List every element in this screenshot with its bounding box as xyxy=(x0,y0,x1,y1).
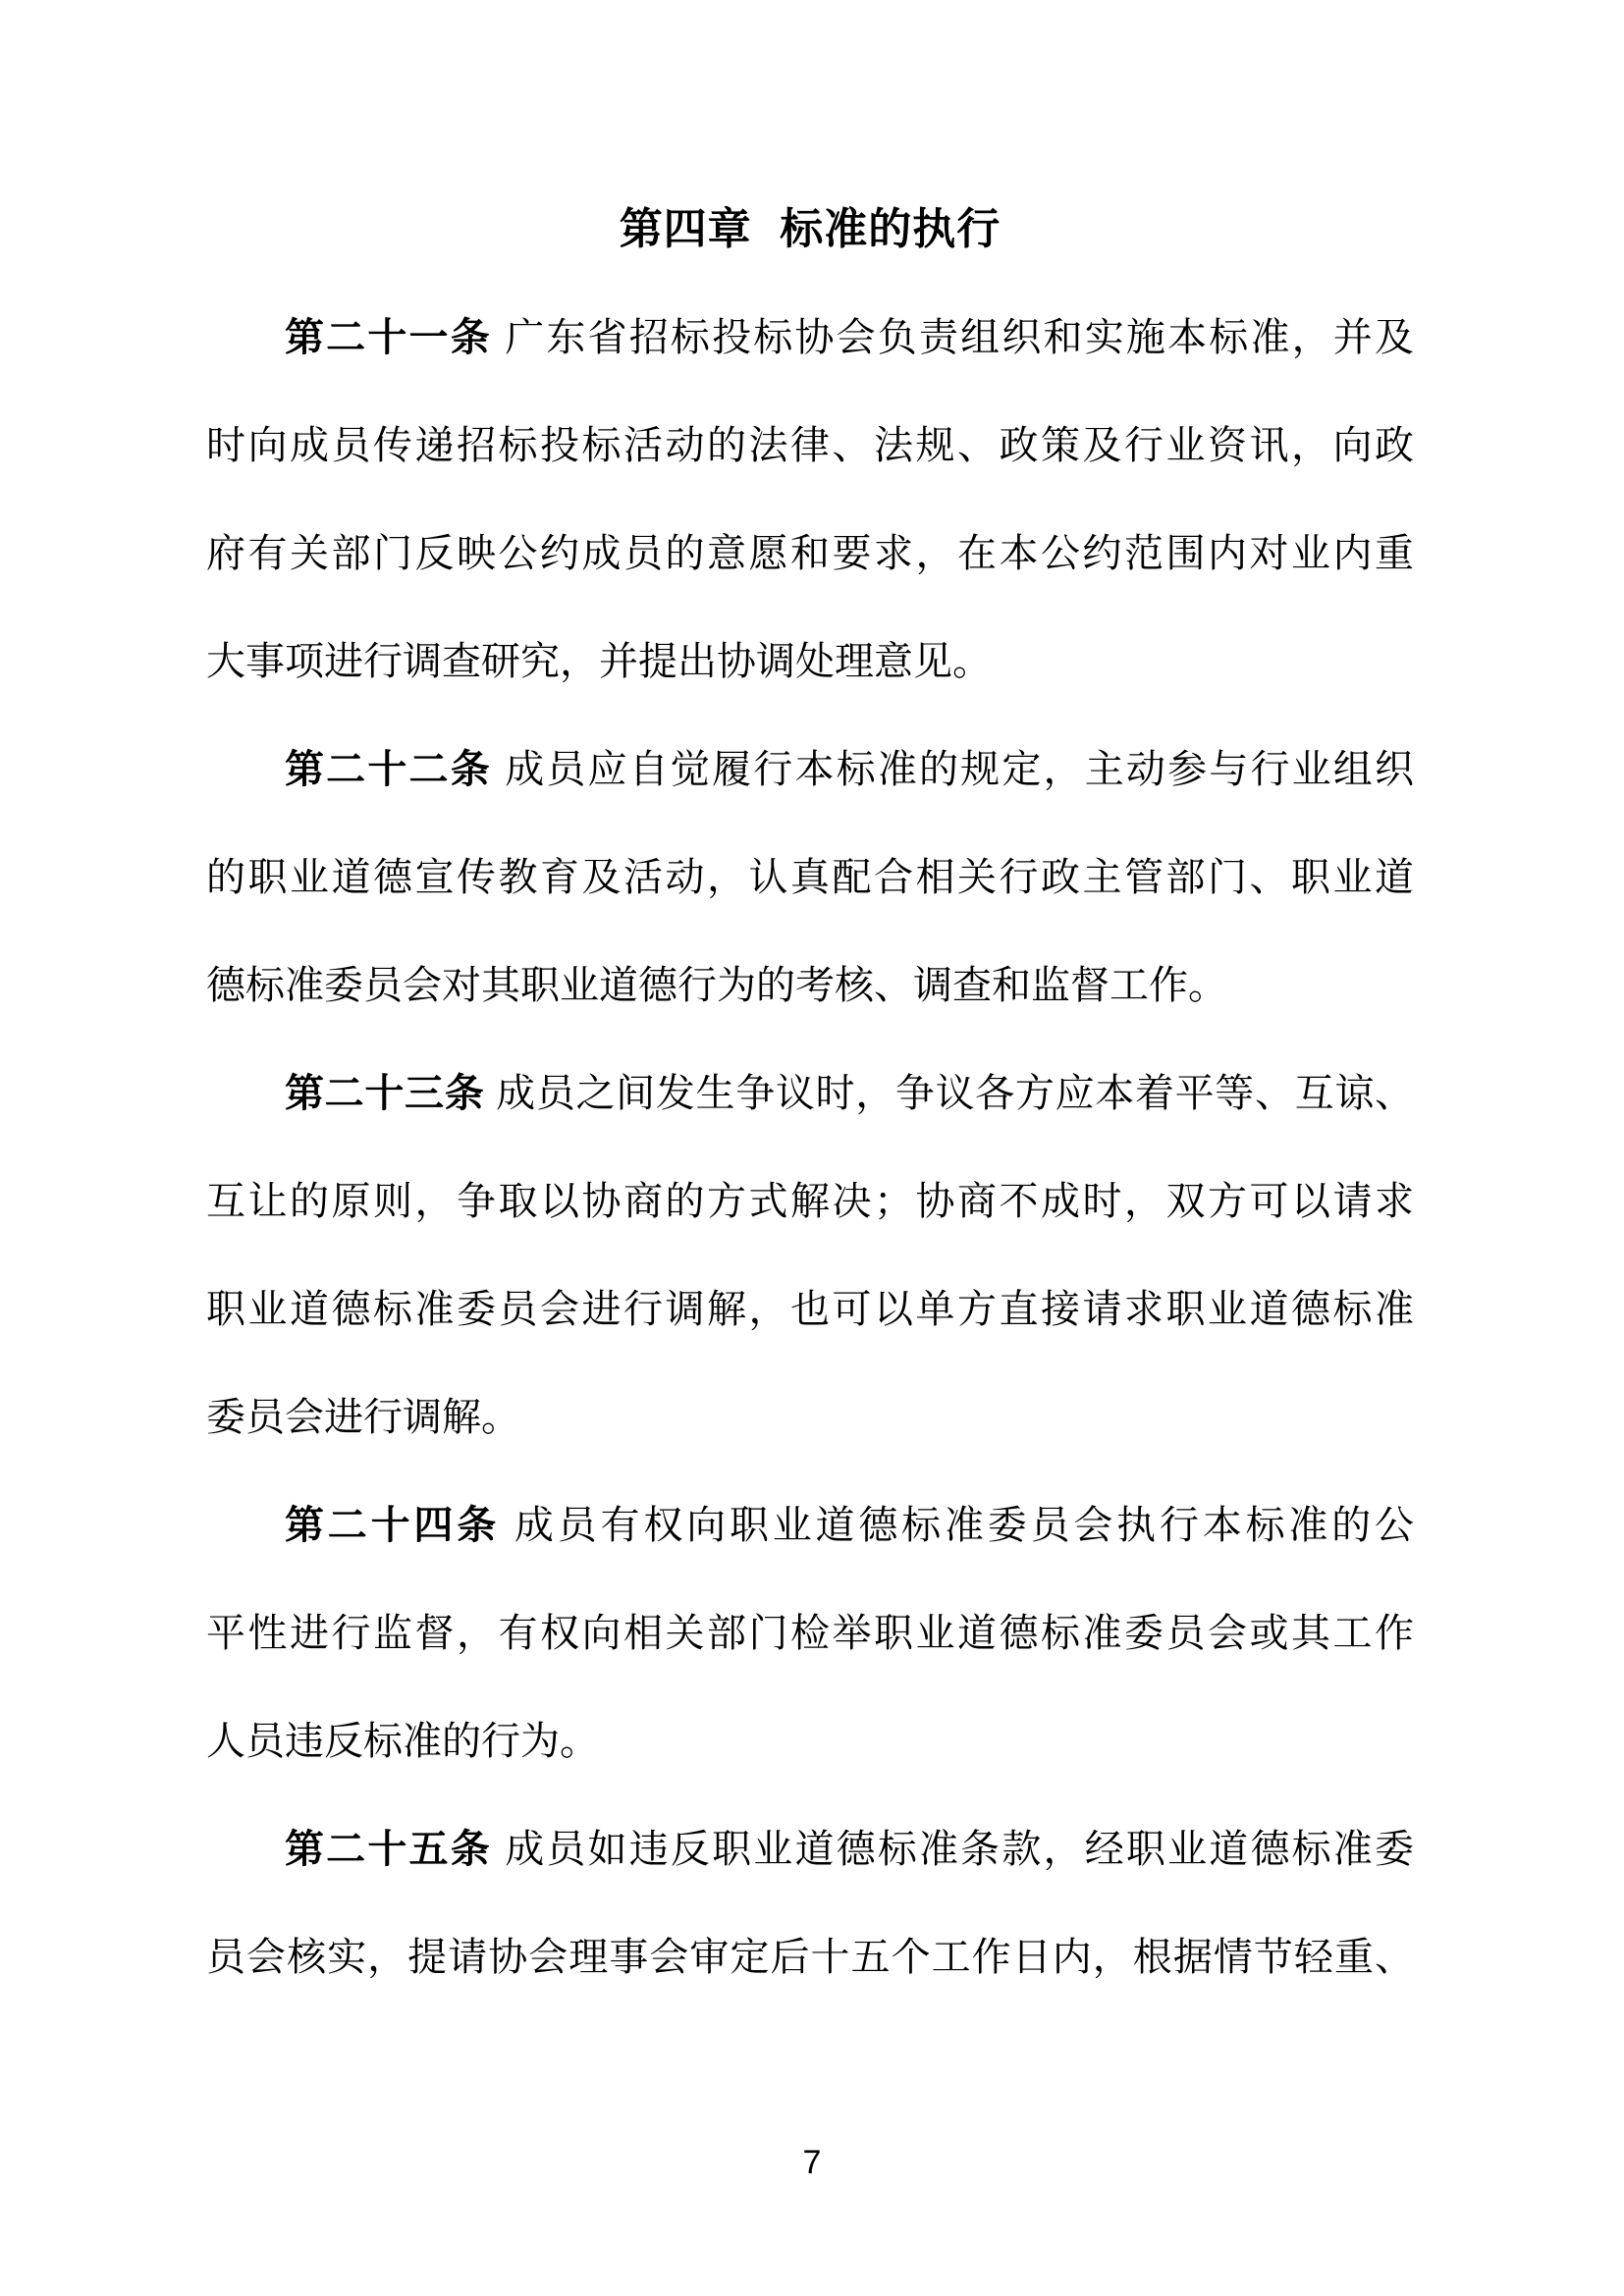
text-line xyxy=(206,716,1414,824)
article-number: 第二十三条 xyxy=(285,1072,485,1115)
line-text: 职业道德标准委员会进行调解，也可以单方直接请求职业道德标准 xyxy=(206,1288,1414,1331)
text-line xyxy=(206,824,1414,932)
document-content xyxy=(206,176,1414,2011)
line-text: 平性进行监督，有权向相关部门检举职业道德标准委员会或其工作 xyxy=(206,1612,1414,1655)
text-line xyxy=(206,500,1414,608)
text-line xyxy=(206,1795,1414,1903)
line-text: 大事项进行调查研究，并提出协调处理意见。 xyxy=(206,640,992,683)
text-line xyxy=(206,1255,1414,1363)
line-text: 时向成员传递招标投标活动的法律、法规、政策及行业资讯，向政 xyxy=(206,424,1414,467)
text-line xyxy=(206,1148,1414,1255)
article-number: 第二十一条 xyxy=(285,316,492,359)
line-text: 广东省招标投标协会负责组织和实施本标准，并及 xyxy=(491,316,1414,359)
line-text: 互让的原则，争取以协商的方式解决；协商不成时，双方可以请求 xyxy=(206,1180,1414,1223)
document-body xyxy=(206,284,1414,2011)
text-line xyxy=(206,1579,1414,1687)
text-line xyxy=(206,932,1414,1040)
line-text: 人员违反标准的行为。 xyxy=(206,1720,599,1763)
line-text: 成员如违反职业道德标准条款，经职业道德标准委 xyxy=(491,1828,1414,1871)
line-text: 的职业道德宣传教育及活动，认真配合相关行政主管部门、职业道 xyxy=(206,856,1414,899)
chapter-title: 第四章 标准的执行 xyxy=(619,205,1001,253)
text-line xyxy=(206,1903,1414,2011)
text-line xyxy=(206,284,1414,392)
page-number: 7 xyxy=(802,2144,822,2181)
text-line xyxy=(206,1687,1414,1795)
line-text: 成员应自觉履行本标准的规定，主动参与行业组织 xyxy=(491,748,1414,791)
text-line xyxy=(206,1040,1414,1148)
text-line xyxy=(206,392,1414,500)
line-text: 委员会进行调解。 xyxy=(206,1396,520,1439)
text-line xyxy=(206,608,1414,716)
line-text: 府有关部门反映公约成员的意愿和要求，在本公约范围内对业内重 xyxy=(206,532,1414,575)
article-number: 第二十四条 xyxy=(285,1504,501,1547)
text-line xyxy=(206,1363,1414,1471)
line-text: 德标准委员会对其职业道德行为的考核、调查和监督工作。 xyxy=(206,964,1227,1007)
text-line xyxy=(206,1471,1414,1579)
line-text: 成员之间发生争议时，争议各方应本着平等、互谅、 xyxy=(484,1072,1414,1115)
line-text: 成员有权向职业道德标准委员会执行本标准的公 xyxy=(500,1504,1414,1547)
article-number: 第二十五条 xyxy=(285,1828,492,1871)
article-number: 第二十二条 xyxy=(285,748,492,791)
line-text: 员会核实，提请协会理事会审定后十五个工作日内，根据情节轻重、 xyxy=(206,1936,1414,1979)
